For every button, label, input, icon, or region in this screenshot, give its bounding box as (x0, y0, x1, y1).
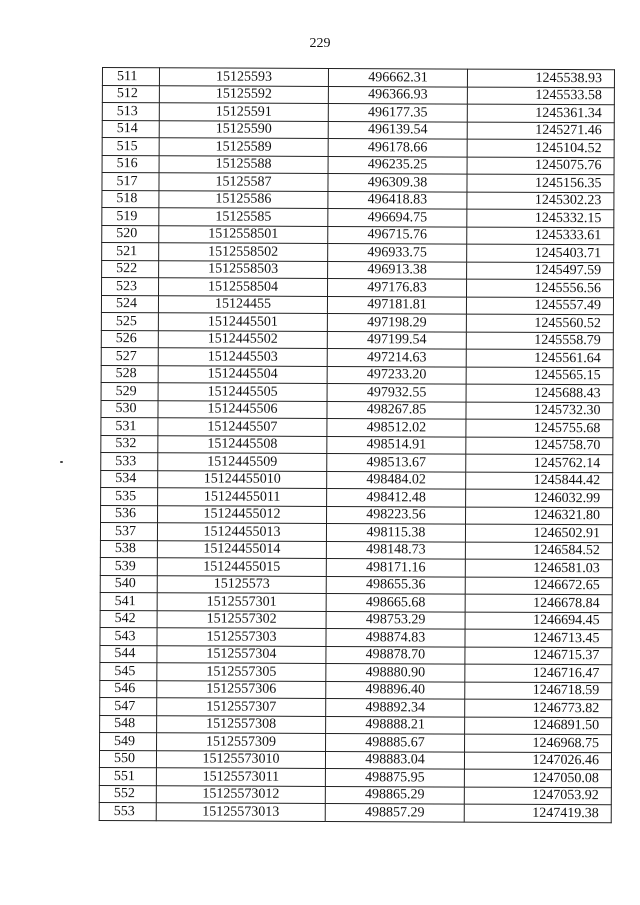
table-row (101, 347, 613, 367)
table-row (100, 540, 612, 560)
y-coordinate-cell: 1246891.50 (465, 717, 612, 735)
y-coordinate-cell: 1245333.61 (467, 227, 614, 245)
y-coordinate-cell: 1246694.45 (465, 612, 612, 630)
point-code-cell: 15125588 (159, 155, 328, 173)
table-row (100, 645, 612, 665)
point-code-cell: 15125573 (157, 575, 326, 593)
x-coordinate-cell: 498888.21 (326, 716, 465, 734)
y-coordinate-cell: 1246773.82 (465, 699, 612, 717)
row-number-cell: 552 (99, 785, 156, 803)
row-number-cell: 516 (102, 155, 159, 173)
row-number-cell: 543 (100, 627, 157, 645)
x-coordinate-cell: 496662.31 (328, 68, 467, 86)
x-coordinate-cell: 496933.75 (328, 243, 467, 261)
row-number-cell: 531 (101, 417, 158, 435)
row-number-cell: 544 (100, 645, 157, 663)
x-coordinate-cell: 497198.29 (327, 313, 466, 331)
row-number-cell: 533 (101, 452, 158, 470)
row-number-cell: 529 (101, 382, 158, 400)
row-number-cell: 538 (100, 540, 157, 558)
x-coordinate-cell: 498753.29 (326, 611, 465, 629)
point-code-cell: 15125590 (159, 120, 328, 138)
x-coordinate-cell: 497181.81 (327, 296, 466, 314)
row-number-cell: 532 (101, 435, 158, 453)
row-number-cell: 523 (102, 278, 159, 296)
x-coordinate-cell: 498880.90 (326, 663, 465, 681)
point-code-cell: 1512557303 (157, 628, 326, 646)
table-row (101, 330, 613, 350)
point-code-cell: 1512557301 (157, 593, 326, 611)
row-number-cell: 520 (102, 225, 159, 243)
point-code-cell: 1512558502 (159, 243, 328, 261)
y-coordinate-cell: 1247419.38 (464, 804, 611, 822)
y-coordinate-cell: 1245302.23 (467, 192, 614, 210)
y-coordinate-cell: 1245538.93 (467, 69, 614, 87)
x-coordinate-cell: 498148.73 (326, 541, 465, 559)
y-coordinate-cell: 1245403.71 (467, 244, 614, 262)
y-coordinate-cell: 1245271.46 (467, 122, 614, 140)
y-coordinate-cell: 1246715.37 (465, 647, 612, 665)
x-coordinate-cell: 498892.34 (326, 698, 465, 716)
row-number-cell: 534 (101, 470, 158, 488)
x-coordinate-cell: 498513.67 (327, 453, 466, 471)
x-coordinate-cell: 498171.16 (326, 558, 465, 576)
y-coordinate-cell: 1245560.52 (466, 314, 613, 332)
coordinates-table (99, 67, 615, 823)
y-coordinate-cell: 1246968.75 (465, 734, 612, 752)
row-number-cell: 546 (100, 680, 157, 698)
row-number-cell: 539 (100, 557, 157, 575)
table-row (102, 243, 614, 263)
point-code-cell: 15124455012 (158, 505, 327, 523)
point-code-cell: 15125573010 (156, 750, 325, 768)
table-row (102, 138, 614, 158)
row-number-cell: 525 (101, 312, 158, 330)
point-code-cell: 15125586 (159, 190, 328, 208)
row-number-cell: 551 (99, 767, 156, 785)
y-coordinate-cell: 1245732.30 (466, 402, 613, 420)
table-row (100, 680, 612, 700)
point-code-cell: 1512445502 (158, 330, 327, 348)
table-row (101, 505, 613, 525)
x-coordinate-cell: 496235.25 (328, 156, 467, 174)
y-coordinate-cell: 1247026.46 (464, 752, 611, 770)
row-number-cell: 530 (101, 400, 158, 418)
point-code-cell: 1512445504 (158, 365, 327, 383)
x-coordinate-cell: 496309.38 (328, 173, 467, 191)
table-row (100, 715, 612, 735)
row-number-cell: 521 (102, 243, 159, 261)
row-number-cell: 518 (102, 190, 159, 208)
table-row (100, 592, 612, 612)
y-coordinate-cell: 1245104.52 (467, 139, 614, 157)
row-number-cell: 550 (99, 750, 156, 768)
x-coordinate-cell: 496715.76 (328, 226, 467, 244)
y-coordinate-cell: 1245497.59 (467, 262, 614, 280)
table-row (101, 312, 613, 332)
point-code-cell: 1512557305 (157, 663, 326, 681)
row-number-cell: 547 (100, 697, 157, 715)
y-coordinate-cell: 1245688.43 (466, 384, 613, 402)
table-row (102, 225, 614, 245)
x-coordinate-cell: 497932.55 (327, 383, 466, 401)
row-number-cell: 513 (102, 103, 159, 121)
y-coordinate-cell: 1245533.58 (467, 87, 614, 105)
x-coordinate-cell: 498896.40 (326, 681, 465, 699)
point-code-cell: 15125587 (159, 173, 328, 191)
x-coordinate-cell: 498223.56 (327, 506, 466, 524)
table-row (102, 103, 614, 123)
y-coordinate-cell: 1247053.92 (464, 787, 611, 805)
point-code-cell: 1512558501 (159, 225, 328, 243)
row-number-cell: 512 (102, 85, 159, 103)
y-coordinate-cell: 1246502.91 (465, 524, 612, 542)
y-coordinate-cell: 1245558.79 (466, 332, 613, 350)
y-coordinate-cell: 1245361.34 (467, 104, 614, 122)
table-row (101, 417, 613, 437)
point-code-cell: 15124455015 (157, 558, 326, 576)
x-coordinate-cell: 498484.02 (327, 471, 466, 489)
y-coordinate-cell: 1246718.59 (465, 682, 612, 700)
table-row (100, 557, 612, 577)
table-row (100, 522, 612, 542)
x-coordinate-cell: 497176.83 (328, 278, 467, 296)
scan-speck (60, 461, 63, 463)
table-row (101, 470, 613, 490)
table-row (102, 85, 614, 105)
row-number-cell: 549 (100, 732, 157, 750)
y-coordinate-cell: 1245565.15 (466, 367, 613, 385)
row-number-cell: 511 (102, 68, 159, 86)
table-row (101, 452, 613, 472)
row-number-cell: 522 (102, 260, 159, 278)
point-code-cell: 15124455014 (157, 540, 326, 558)
point-code-cell: 1512557304 (157, 645, 326, 663)
y-coordinate-cell: 1246032.99 (466, 489, 613, 507)
x-coordinate-cell: 498883.04 (325, 751, 464, 769)
table-row (102, 120, 614, 140)
table-row (100, 575, 612, 595)
y-coordinate-cell: 1245332.15 (467, 209, 614, 227)
point-code-cell: 1512445509 (158, 453, 327, 471)
y-coordinate-cell: 1246581.03 (465, 559, 612, 577)
table-row (99, 767, 611, 787)
table-row (100, 627, 612, 647)
row-number-cell: 515 (102, 138, 159, 156)
point-code-cell: 1512445507 (158, 418, 327, 436)
point-code-cell: 15125589 (159, 138, 328, 156)
y-coordinate-cell: 1245758.70 (466, 437, 613, 455)
x-coordinate-cell: 496913.38 (328, 261, 467, 279)
y-coordinate-cell: 1245156.35 (467, 174, 614, 192)
point-code-cell: 1512557302 (157, 610, 326, 628)
row-number-cell: 517 (102, 173, 159, 191)
table-row (102, 68, 614, 88)
y-coordinate-cell: 1245075.76 (467, 157, 614, 175)
point-code-cell: 1512557309 (157, 733, 326, 751)
point-code-cell: 15124455 (158, 295, 327, 313)
x-coordinate-cell: 498514.91 (327, 436, 466, 454)
x-coordinate-cell: 496139.54 (328, 121, 467, 139)
table-row (101, 295, 613, 315)
table-row (99, 785, 611, 805)
row-number-cell: 545 (100, 662, 157, 680)
point-code-cell: 15125585 (159, 208, 328, 226)
y-coordinate-cell: 1245556.56 (467, 279, 614, 297)
table-row (100, 732, 612, 752)
point-code-cell: 1512445505 (158, 383, 327, 401)
x-coordinate-cell: 498267.85 (327, 401, 466, 419)
point-code-cell: 15125591 (159, 103, 328, 121)
table-row (99, 750, 611, 770)
row-number-cell: 514 (102, 120, 159, 138)
row-number-cell: 519 (102, 208, 159, 226)
table-row (102, 208, 614, 228)
x-coordinate-cell: 497233.20 (327, 366, 466, 384)
x-coordinate-cell: 497214.63 (327, 348, 466, 366)
y-coordinate-cell: 1247050.08 (464, 769, 611, 787)
x-coordinate-cell: 497199.54 (327, 331, 466, 349)
y-coordinate-cell: 1245762.14 (466, 454, 613, 472)
page-number: 229 (309, 36, 331, 51)
x-coordinate-cell: 496366.93 (328, 86, 467, 104)
y-coordinate-cell: 1245561.64 (466, 349, 613, 367)
point-code-cell: 1512558503 (159, 260, 328, 278)
x-coordinate-cell: 496177.35 (328, 103, 467, 121)
coordinates-table-container (99, 67, 602, 823)
x-coordinate-cell: 498865.29 (325, 786, 464, 804)
point-code-cell: 1512445506 (158, 400, 327, 418)
table-row (102, 173, 614, 193)
point-code-cell: 1512445508 (158, 435, 327, 453)
point-code-cell: 1512557306 (157, 680, 326, 698)
row-number-cell: 540 (100, 575, 157, 593)
row-number-cell: 542 (100, 610, 157, 628)
point-code-cell: 1512557307 (157, 698, 326, 716)
table-row (101, 400, 613, 420)
point-code-cell: 1512445501 (158, 313, 327, 331)
point-code-cell: 15125593 (159, 68, 328, 86)
x-coordinate-cell: 496418.83 (328, 191, 467, 209)
y-coordinate-cell: 1246716.47 (465, 664, 612, 682)
x-coordinate-cell: 498885.67 (326, 733, 465, 751)
y-coordinate-cell: 1245557.49 (466, 297, 613, 315)
x-coordinate-cell: 498874.83 (326, 628, 465, 646)
x-coordinate-cell: 496694.75 (328, 208, 467, 226)
table-row (102, 190, 614, 210)
table-row (102, 260, 614, 280)
x-coordinate-cell: 498512.02 (327, 418, 466, 436)
point-code-cell: 15124455013 (157, 523, 326, 541)
point-code-cell: 1512557308 (157, 715, 326, 733)
y-coordinate-cell: 1246672.65 (465, 577, 612, 595)
table-row (102, 278, 614, 298)
point-code-cell: 15124455010 (158, 470, 327, 488)
x-coordinate-cell: 498412.48 (327, 488, 466, 506)
x-coordinate-cell: 498115.38 (326, 523, 465, 541)
table-row (100, 697, 612, 717)
table-row (100, 662, 612, 682)
x-coordinate-cell: 496178.66 (328, 138, 467, 156)
coordinates-table-body (99, 68, 614, 823)
x-coordinate-cell: 498857.29 (325, 803, 464, 821)
row-number-cell: 526 (101, 330, 158, 348)
point-code-cell: 15125592 (159, 85, 328, 103)
row-number-cell: 553 (99, 802, 156, 820)
table-row (99, 802, 611, 822)
table-row (101, 487, 613, 507)
row-number-cell: 541 (100, 592, 157, 610)
table-row (101, 435, 613, 455)
y-coordinate-cell: 1246713.45 (465, 629, 612, 647)
y-coordinate-cell: 1246584.52 (465, 542, 612, 560)
y-coordinate-cell: 1245755.68 (466, 419, 613, 437)
x-coordinate-cell: 498655.36 (326, 576, 465, 594)
row-number-cell: 536 (101, 505, 158, 523)
y-coordinate-cell: 1246321.80 (466, 507, 613, 525)
x-coordinate-cell: 498878.70 (326, 646, 465, 664)
point-code-cell: 1512445503 (158, 348, 327, 366)
row-number-cell: 535 (101, 487, 158, 505)
point-code-cell: 15125573011 (156, 768, 325, 786)
row-number-cell: 524 (101, 295, 158, 313)
table-row (100, 610, 612, 630)
x-coordinate-cell: 498875.95 (325, 768, 464, 786)
point-code-cell: 1512558504 (159, 278, 328, 296)
point-code-cell: 15124455011 (158, 488, 327, 506)
x-coordinate-cell: 498665.68 (326, 593, 465, 611)
row-number-cell: 528 (101, 365, 158, 383)
table-row (102, 155, 614, 175)
point-code-cell: 15125573012 (156, 785, 325, 803)
point-code-cell: 15125573013 (156, 803, 325, 821)
y-coordinate-cell: 1246678.84 (465, 594, 612, 612)
y-coordinate-cell: 1245844.42 (466, 472, 613, 490)
row-number-cell: 527 (101, 347, 158, 365)
row-number-cell: 537 (100, 522, 157, 540)
table-row (101, 382, 613, 402)
table-row (101, 365, 613, 385)
row-number-cell: 548 (100, 715, 157, 733)
